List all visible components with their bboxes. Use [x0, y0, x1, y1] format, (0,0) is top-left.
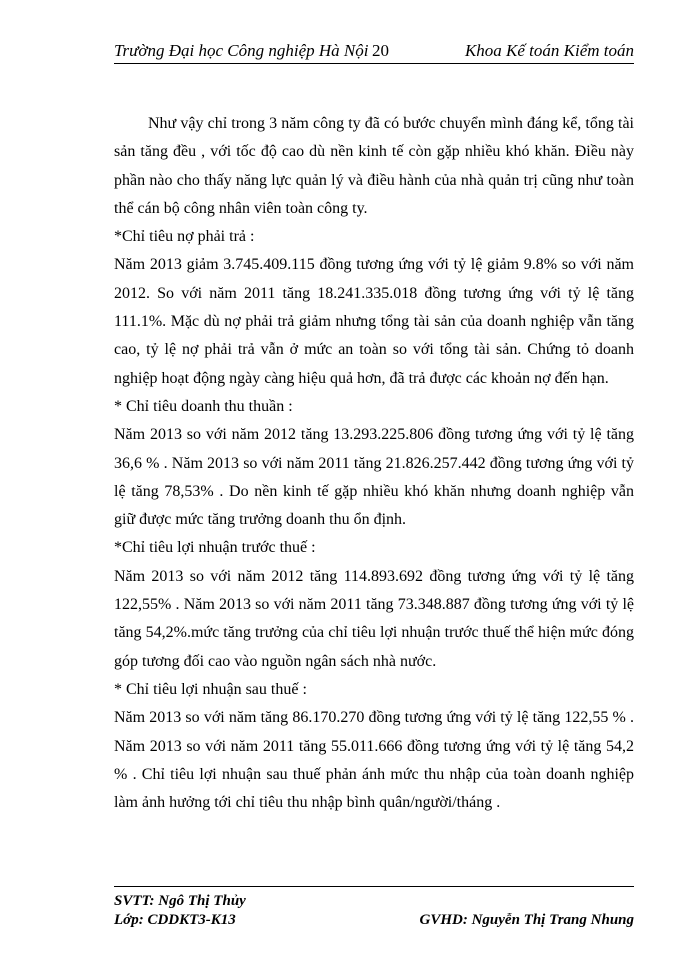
section-heading-aftertax-profit: * Chỉ tiêu lợi nhuận sau thuế :	[114, 680, 307, 698]
pretax-profit-paragraph: Năm 2013 so với năm 2012 tăng 114.893.692 đồng tương ứng với tỷ lệ tăng 122,55% . Năm 2013 so với năm 2011 tăng 73.348.887 đồng tương ứng với tỷ lệ tăng 54,2%.mức tăng trưởng của chỉ tiêu lợi nhuận trước thuế thể hiện mức đóng góp tương đối cao vào nguồn ngân sách nhà nước.	[114, 567, 634, 670]
student-name: SVTT: Ngô Thị Thủy	[114, 893, 246, 909]
page-header	[114, 39, 634, 64]
intro-paragraph: Như vậy chỉ trong 3 năm công ty đã có bước chuyển mình đáng kể, tổng tài sản tăng đều , với tốc độ cao dù nền kinh tế còn gặp nhiều khó khăn. Điều này phần nào cho thấy năng lực quản lý và điều hành của nhà quản trị cũng như toàn thể cán bộ công nhân viên toàn công ty.	[114, 115, 634, 217]
class-name: Lớp: CDDKT3-K13	[114, 912, 236, 928]
page-footer	[114, 886, 634, 930]
school-name: Trường Đại học Công nghiệp Hà Nội	[114, 41, 369, 60]
section-heading-debt: *Chỉ tiêu nợ phải trả :	[114, 228, 255, 246]
revenue-paragraph: Năm 2013 so với năm 2012 tăng 13.293.225.806 đồng tương ứng với tỷ lệ tăng 36,6 % . Năm 2013 so với năm 2011 tăng 21.826.257.442 đồng tương ứng với tỷ lệ tăng 78,53% . Do nền kinh tế gặp nhiều khó khăn nhưng doanh nghiệp vẫn giữ được mức tăng trưởng doanh thu ổn định.	[114, 426, 634, 529]
section-heading-revenue: * Chỉ tiêu doanh thu thuần :	[114, 397, 293, 415]
page-number: 20	[372, 41, 389, 60]
section-heading-pretax-profit: *Chỉ tiêu lợi nhuận trước thuế :	[114, 539, 316, 557]
advisor-name: GVHD: Nguyễn Thị Trang Nhung	[419, 912, 634, 928]
document-body	[114, 110, 634, 817]
aftertax-profit-paragraph: Năm 2013 so với năm tăng 86.170.270 đồng tương ứng với tỷ lệ tăng 122,55 % . Năm 2013 so với năm 2011 tăng 55.011.666 đồng tương ứng với tỷ lệ tăng 54,2 % . Chỉ tiêu lợi nhuận sau thuế phản ánh mức thu nhập của toàn doanh nghiệp làm ảnh hưởng tới chỉ tiêu thu nhập bình quân/người/tháng .	[114, 709, 634, 812]
faculty-name: Khoa Kế toán Kiểm toán	[464, 41, 634, 60]
debt-paragraph: Năm 2013 giảm 3.745.409.115 đồng tương ứng với tỷ lệ giảm 9.8% so với năm 2012. So với năm 2011 tăng 18.241.335.018 đồng tương ứng với tỷ lệ tăng 111.1%. Mặc dù nợ phải trả giảm nhưng tổng tài sản của doanh nghiệp vẫn tăng cao, tỷ lệ nợ phải trả vẫn ở mức an toàn so với tổng tài sản. Chứng tỏ doanh nghiệp hoạt động ngày càng hiệu quả hơn, đã trả được các khoản nợ đến hạn.	[114, 256, 634, 387]
